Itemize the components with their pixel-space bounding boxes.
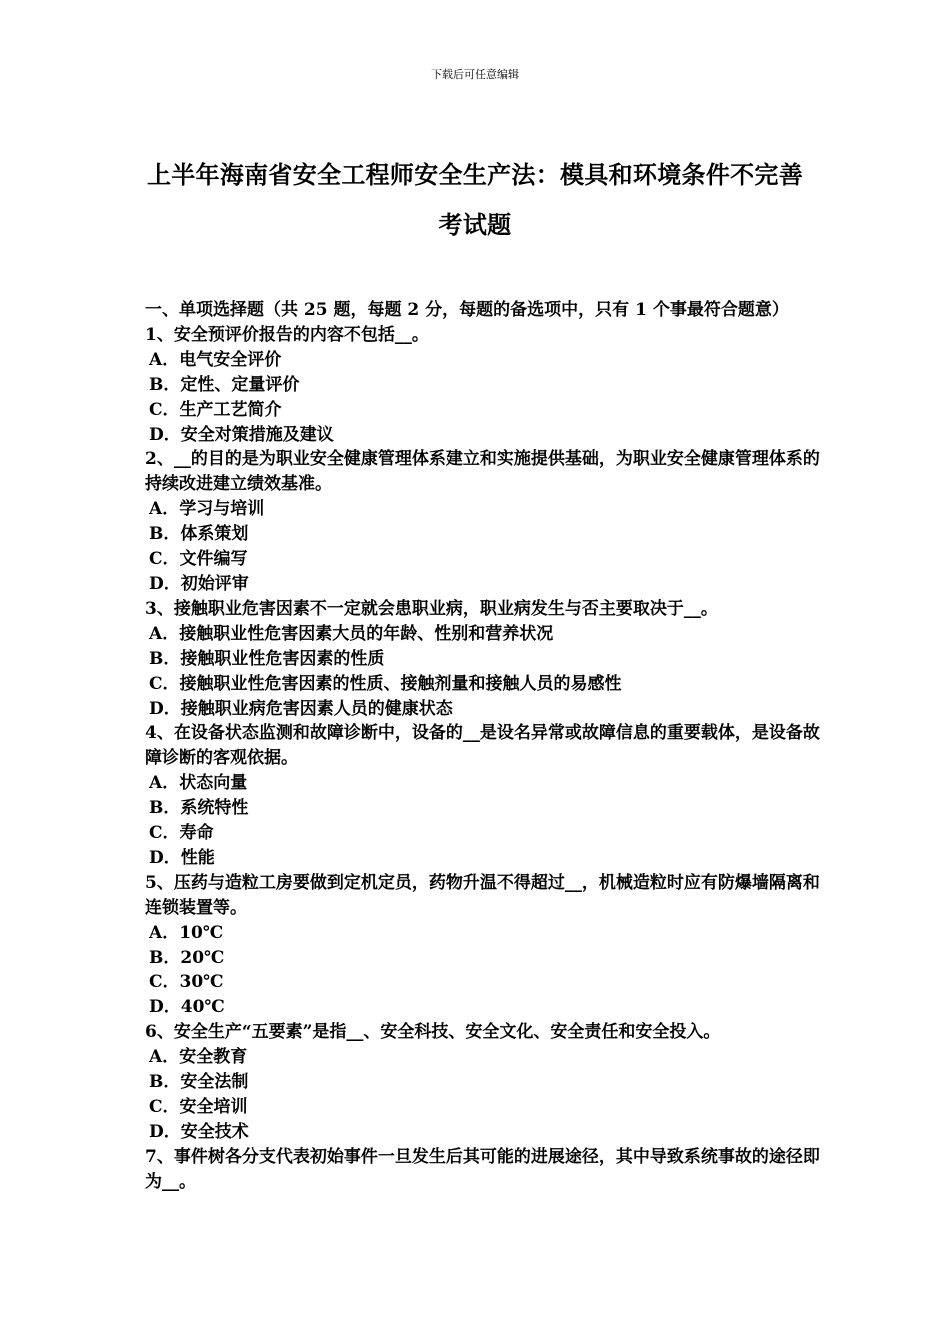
option-d: D．接触职业病危害因素人员的健康状态 — [149, 698, 453, 719]
question-stem: 4、在设备状态监测和故障诊断中，设备的__是设名异常或故障信息的重要载体，是设备故障诊断的客观依据。 — [145, 723, 820, 769]
option-a: A．接触职业性危害因素大员的年龄、性别和营养状况 — [149, 623, 554, 644]
option-b: B．安全法制 — [149, 1072, 249, 1093]
question — [145, 721, 820, 870]
option-c: C．生产工艺简介 — [149, 399, 282, 420]
option-a: A．状态向量 — [149, 773, 248, 794]
option-b: B．接触职业性危害因素的性质 — [149, 648, 385, 669]
option-d: D．初始评审 — [149, 573, 249, 594]
option-a: A．10℃ — [149, 922, 224, 943]
option-c: C．寿命 — [149, 823, 214, 844]
question-stem: 5、压药与造粒工房要做到定机定员，药物升温不得超过__，机械造粒时应有防爆墙隔离和连锁装置等。 — [145, 872, 820, 918]
option-b: B．定性、定量评价 — [149, 374, 300, 395]
document-title: 上半年海南省安全工程师安全生产法：模具和环境条件不完善考试题 — [146, 160, 804, 239]
option-d: D．安全技术 — [149, 1121, 249, 1142]
option-c: C．30℃ — [149, 972, 224, 993]
question-stem: 3、接触职业危害因素不一定就会患职业病，职业病发生与否主要取决于__。 — [145, 598, 718, 619]
question — [145, 1020, 820, 1145]
option-a: A．安全教育 — [149, 1047, 248, 1068]
section-heading: 一、单项选择题（共 25 题，每题 2 分，每题的备选项中，只有 1 个事最符合题意） — [145, 300, 789, 320]
option-b: B．系统特性 — [149, 798, 249, 819]
question — [145, 323, 820, 448]
option-d: D．40℃ — [149, 997, 225, 1018]
question-stem: 2、__的目的是为职业安全健康管理体系建立和实施提供基础，为职业安全健康管理体系的持续改进建立绩效基准。 — [145, 449, 820, 495]
question-stem: 7、事件树各分支代表初始事件一旦发生后其可能的进展途径，其中导致系统事故的途径即为__。 — [145, 1146, 820, 1192]
header-note: 下载后可任意编辑 — [431, 68, 519, 81]
question — [145, 871, 820, 1020]
document-body — [145, 298, 820, 1195]
option-b: B．体系策划 — [149, 524, 249, 545]
option-d: D．安全对策措施及建议 — [149, 424, 334, 445]
question-stem: 1、安全预评价报告的内容不包括__。 — [145, 324, 429, 345]
option-b: B．20℃ — [149, 947, 225, 968]
option-c: C．安全培训 — [149, 1097, 248, 1117]
question — [145, 597, 820, 722]
question — [145, 1145, 820, 1195]
question — [145, 447, 820, 596]
option-c: C．文件编写 — [149, 549, 248, 570]
option-d: D．性能 — [149, 847, 215, 868]
question-stem: 6、安全生产“五要素”是指__、安全科技、安全文化、安全责任和安全投入。 — [145, 1022, 721, 1043]
option-a: A．电气安全评价 — [149, 349, 282, 370]
option-a: A．学习与培训 — [149, 499, 265, 520]
option-c: C．接触职业性危害因素的性质、接触剂量和接触人员的易感性 — [149, 673, 622, 694]
